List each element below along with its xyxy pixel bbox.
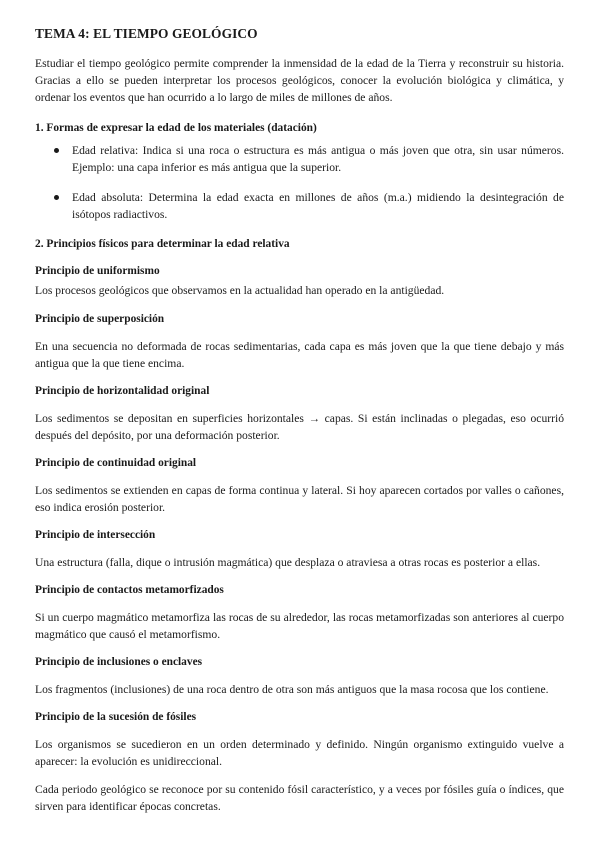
principle-text: Los sedimentos se depositan en superficies horizontales → capas. Si están inclinadas o plegadas, eso ocurrió después del depósito, por una deformación posterior. [35, 412, 564, 442]
principle-text: Si un cuerpo magmático metamorfiza las rocas de su alrededor, las rocas metamorfizadas son anteriores al cuerpo magmático que causó el metamorfismo. [35, 611, 564, 641]
principle-text: En una secuencia no deformada de rocas sedimentarias, cada capa es más joven que la que tiene debajo y más antigua que la que tiene encima. [35, 340, 564, 370]
page-title: TEMA 4: EL TIEMPO GEOLÓGICO [35, 26, 258, 41]
principle-heading: Principio de horizontalidad original [35, 385, 210, 397]
section-1-heading: 1. Formas de expresar la edad de los materiales (datación) [35, 122, 317, 134]
bullet-icon [54, 195, 59, 200]
principle-text: Los organismos se sucedieron en un orden determinado y definido. Ningún organismo extinguido vuelve a aparecer: la evolución es unidireccional. [35, 738, 564, 768]
principle-heading: Principio de contactos metamorfizados [35, 584, 224, 596]
intro-paragraph: Estudiar el tiempo geológico permite comprender la inmensidad de la edad de la Tierra y reconstruir su historia. Gracias a ello se pueden interpretar los procesos geológicos, conocer la evolución biológica y climática, y ordenar los eventos que han ocurrido a lo largo de miles de millones de años. [35, 57, 564, 104]
principle-text: Los sedimentos se extienden en capas de forma continua y lateral. Si hoy aparecen cortados por valles o cañones, eso indica erosión posterior. [35, 484, 564, 514]
principle-heading: Principio de superposición [35, 313, 165, 325]
list-item [35, 189, 564, 223]
bullet-text: Edad absoluta: Determina la edad exacta en millones de años (m.a.) midiendo la desintegración de isótopos radiactivos. [72, 191, 564, 221]
principle-text: Los fragmentos (inclusiones) de una roca dentro de otra son más antiguos que la masa rocosa que los contiene. [35, 683, 549, 696]
principle-heading: Principio de intersección [35, 529, 156, 541]
principle-heading: Principio de uniformismo [35, 265, 160, 277]
bullet-icon [54, 148, 59, 153]
principle-heading: Principio de inclusiones o enclaves [35, 656, 203, 668]
principle-text: Una estructura (falla, dique o intrusión magmática) que desplaza o atraviesa a otras rocas es posterior a ellas. [35, 556, 541, 569]
bullet-text: Edad relativa: Indica si una roca o estructura es más antigua o más joven que otra, sin usar números. Ejemplo: una capa inferior es más antigua que la superior. [72, 144, 564, 174]
list-item [35, 142, 564, 176]
section-2-heading: 2. Principios físicos para determinar la edad relativa [35, 238, 290, 250]
principle-text: Cada periodo geológico se reconoce por su contenido fósil característico, y a veces por fósiles guía o índices, que sirven para identificar épocas concretas. [35, 783, 564, 813]
principle-text: Los procesos geológicos que observamos en la actualidad han operado en la antigüedad. [35, 284, 445, 297]
principle-heading: Principio de continuidad original [35, 457, 197, 469]
dating-list [35, 142, 564, 223]
principle-heading: Principio de la sucesión de fósiles [35, 711, 197, 723]
